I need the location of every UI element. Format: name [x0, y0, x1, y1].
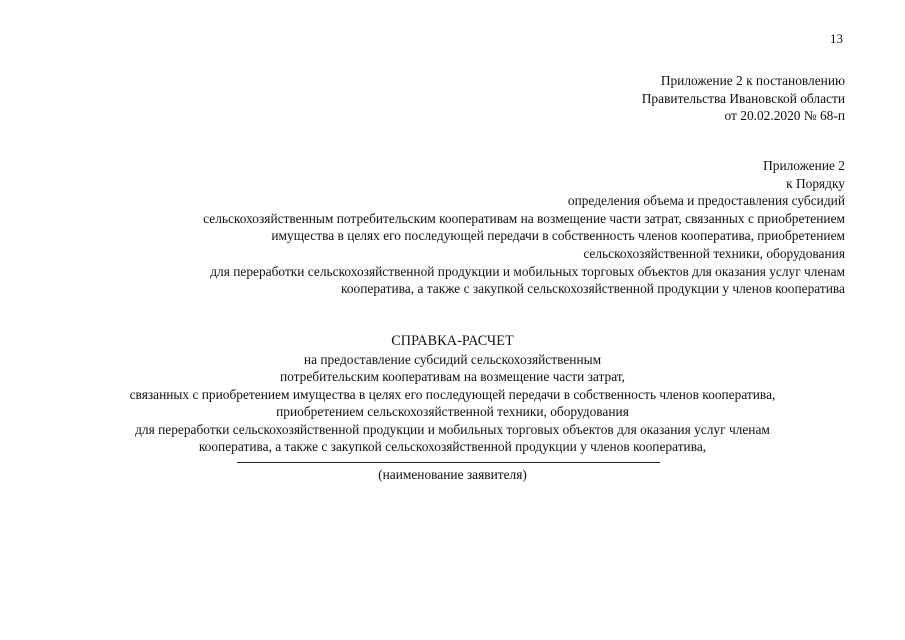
- certificate-line: приобретением сельскохозяйственной техники, оборудования: [276, 404, 629, 420]
- order-attachment-line: определения объема и предоставления субсидий: [567, 193, 845, 209]
- applicant-name-line: [237, 462, 660, 463]
- certificate-line: кооператива, а также с закупкой сельскохозяйственной продукции у членов кооператива,: [198, 439, 707, 455]
- decree-attachment-line: Приложение 2 к постановлению: [660, 73, 845, 88]
- order-attachment-line: к Порядку: [786, 175, 845, 191]
- order-attachment-line: сельскохозяйственной техники, оборудования: [583, 245, 845, 261]
- certificate-block: [0, 332, 905, 455]
- certificate-line: для переработки сельскохозяйственной продукции и мобильных торговых объектов для оказания услуг членам: [135, 421, 770, 437]
- certificate-line: связанных с приобретением имущества в целях его последующей передачи в собственность членов кооператива,: [129, 386, 776, 402]
- certificate-line: потребительским кооперативам на возмещение части затрат,: [279, 369, 626, 385]
- page-number: 13: [830, 31, 843, 46]
- order-attachment-line: сельскохозяйственным потребительским кооперативам на возмещение части затрат, связанных с приобретением: [203, 210, 845, 226]
- decree-attachment-line: Правительства Ивановской области: [641, 90, 845, 106]
- order-attachment-line: для переработки сельскохозяйственной продукции и мобильных торговых объектов для оказания услуг членам: [210, 263, 845, 279]
- applicant-name-caption: (наименование заявителя): [378, 467, 527, 482]
- order-attachment-block: [203, 157, 845, 298]
- decree-attachment-block: [642, 72, 845, 125]
- certificate-line: на предоставление субсидий сельскохозяйственным: [303, 352, 602, 367]
- decree-attachment-line: от 20.02.2020 № 68-п: [724, 108, 845, 124]
- order-attachment-line: кооператива, а также с закупкой сельскохозяйственной продукции у членов кооператива: [341, 281, 845, 297]
- order-attachment-line: Приложение 2: [763, 158, 845, 173]
- certificate-title: СПРАВКА-РАСЧЕТ: [391, 333, 514, 349]
- order-attachment-line: имущества в целях его последующей передачи в собственность членов кооператива, приобретением: [271, 228, 845, 244]
